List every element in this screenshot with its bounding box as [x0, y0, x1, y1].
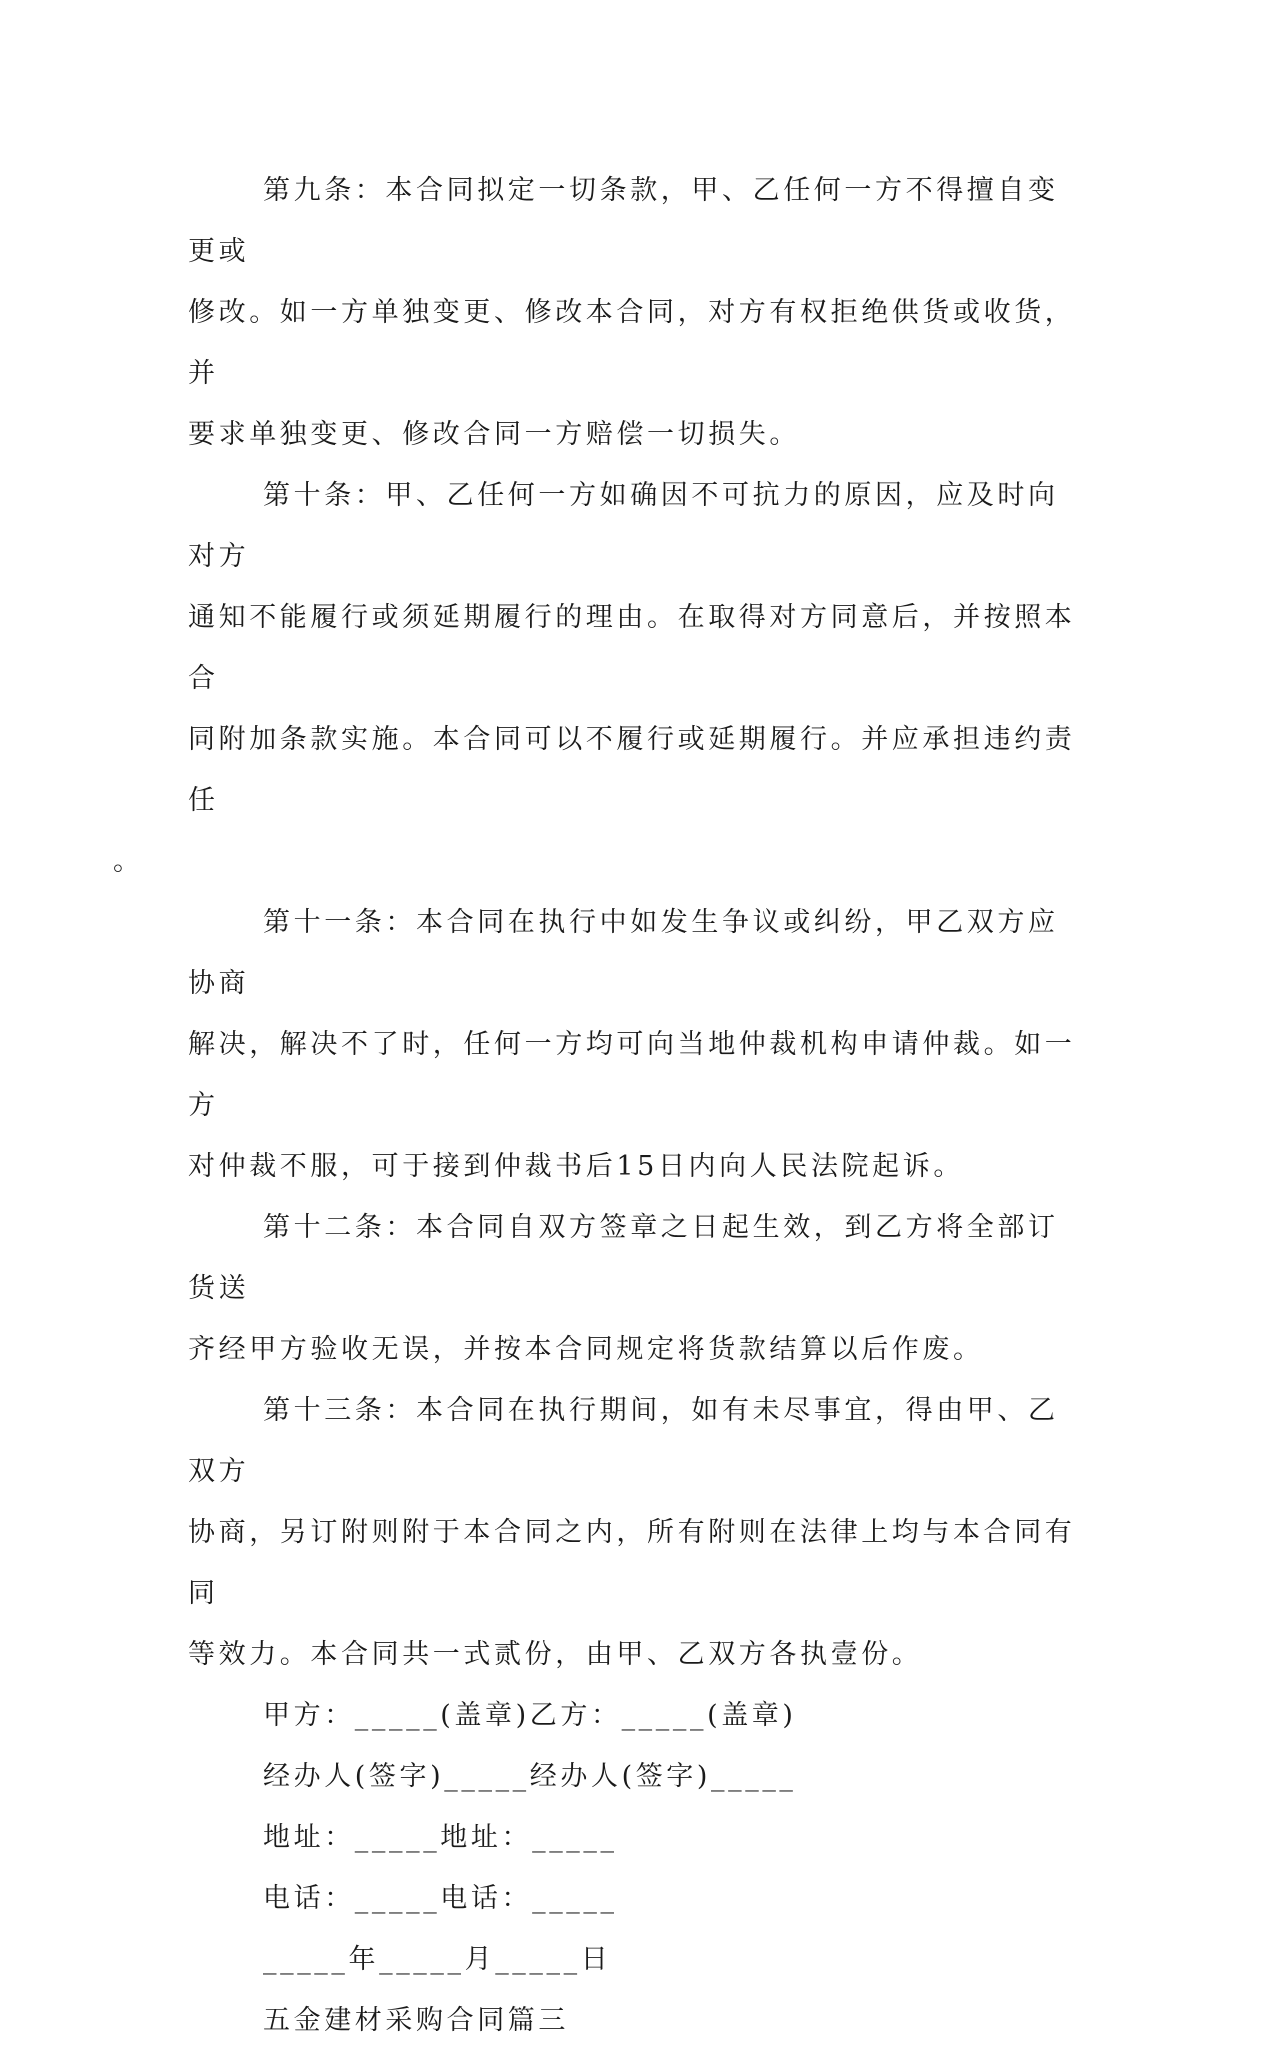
- article-10: [113, 465, 1078, 892]
- article-12-line-2: 齐经甲方验收无误，并按本合同规定将货款结算以后作废。: [188, 1334, 984, 1365]
- signature-phone-line: 电话：_____电话：_____: [263, 1883, 618, 1914]
- article-9: [188, 160, 1078, 465]
- signature-address-line: 地址：_____地址：_____: [263, 1822, 618, 1853]
- article-13: [188, 1380, 1078, 1685]
- article-11: [188, 892, 1078, 1197]
- article-13-line-1: 第十三条：本合同在执行期间，如有未尽事宜，得由甲、乙双方: [188, 1395, 1059, 1487]
- article-9-line-1: 第九条：本合同拟定一切条款，甲、乙任何一方不得擅自变更或: [188, 175, 1059, 267]
- article-12: [188, 1197, 1078, 1380]
- article-13-line-2: 协商，另订附则附于本合同之内，所有附则在法律上均与本合同有同: [188, 1517, 1076, 1609]
- next-section-title: 五金建材采购合同篇三: [263, 2005, 569, 2036]
- article-9-line-3: 要求单独变更、修改合同一方赔偿一切损失。: [188, 419, 800, 450]
- signature-agent-line: 经办人(签字)_____经办人(签字)_____: [263, 1761, 797, 1792]
- article-10-line-2: 通知不能履行或须延期履行的理由。在取得对方同意后，并按照本合: [188, 602, 1076, 694]
- article-13-line-3: 等效力。本合同共一式贰份，由甲、乙双方各执壹份。: [188, 1639, 923, 1670]
- signature-date-line: _____年_____月_____日: [263, 1944, 612, 1975]
- document-body: [113, 160, 1078, 2051]
- article-10-line-3: 同附加条款实施。本合同可以不履行或延期履行。并应承担违约责任: [188, 724, 1076, 816]
- article-12-line-1: 第十二条：本合同自双方签章之日起生效，到乙方将全部订货送: [188, 1212, 1059, 1304]
- article-10-line-1: 第十条：甲、乙任何一方如确因不可抗力的原因，应及时向对方: [188, 480, 1059, 572]
- signature-party-line: 甲方：_____(盖章)乙方：_____(盖章): [263, 1700, 797, 1731]
- article-10-line-4: 。: [113, 846, 144, 877]
- article-11-line-2: 解决，解决不了时，任何一方均可向当地仲裁机构申请仲裁。如一方: [188, 1029, 1076, 1121]
- article-9-line-2: 修改。如一方单独变更、修改本合同，对方有权拒绝供货或收货，并: [188, 297, 1076, 389]
- article-11-line-3: 对仲裁不服，可于接到仲裁书后15日内向人民法院起诉。: [188, 1151, 964, 1182]
- article-11-line-1: 第十一条：本合同在执行中如发生争议或纠纷，甲乙双方应协商: [188, 907, 1059, 999]
